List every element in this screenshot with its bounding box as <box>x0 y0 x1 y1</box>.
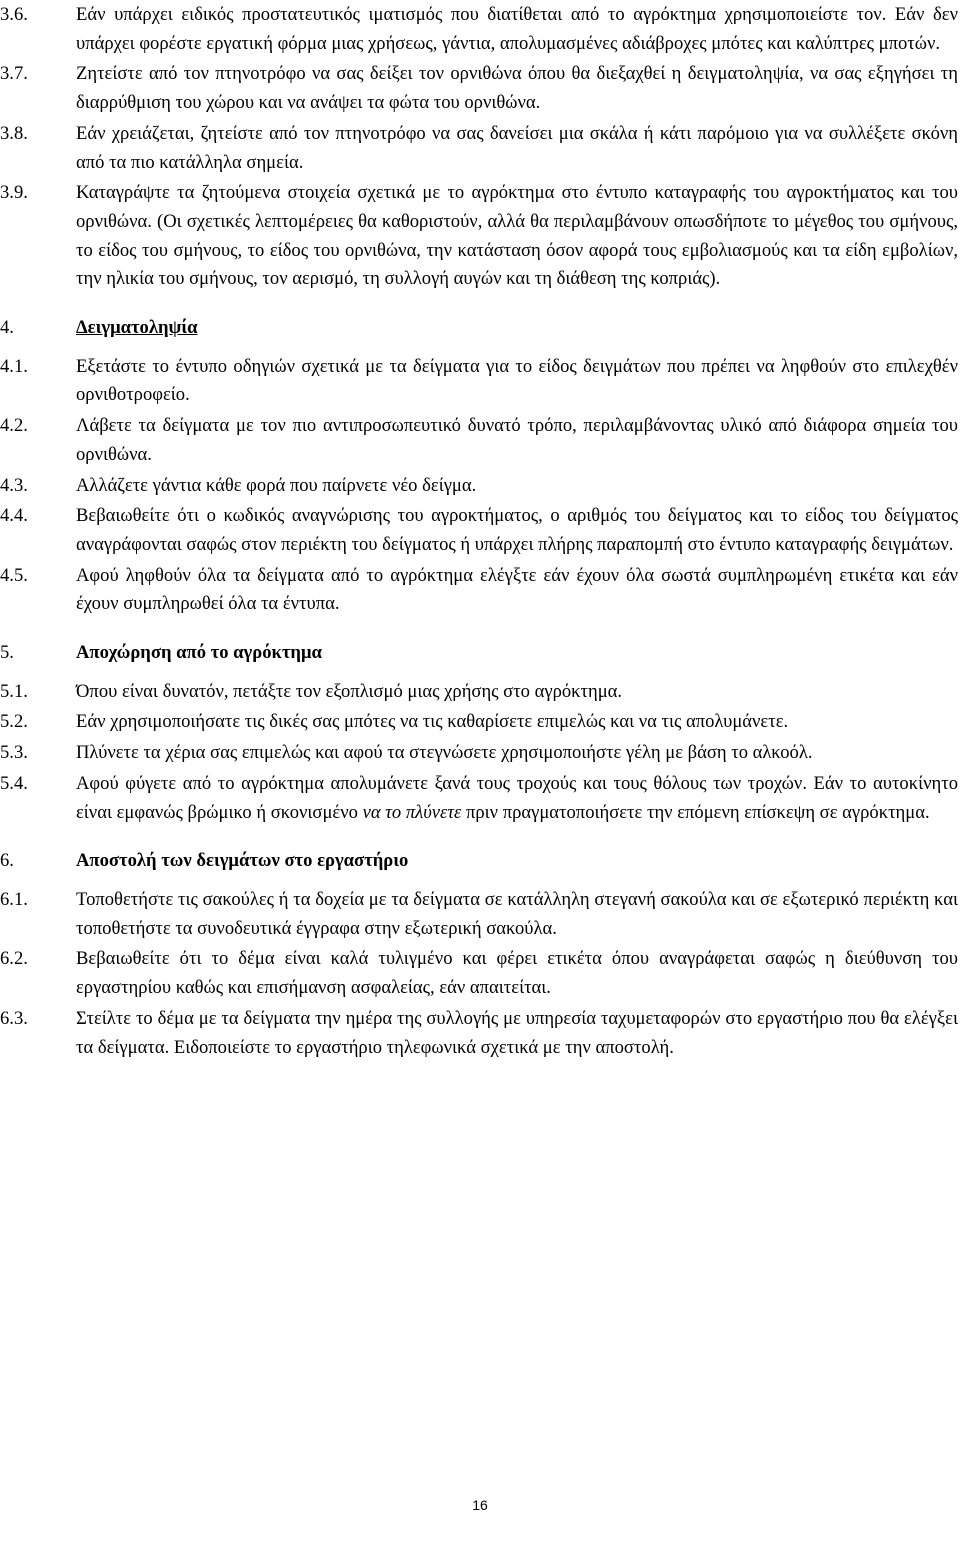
item-number: 4.2. <box>0 415 28 437</box>
item-text: Αλλάζετε γάντια κάθε φορά που παίρνετε νέο δείγμα. <box>76 474 477 496</box>
item-text: Βεβαιωθείτε ότι το δέμα είναι καλά τυλιγμένο και φέρει ετικέτα όπου αναγράφεται σαφώς η διεύθυνση του εργαστηρίου καθώς και επισήμανση ασφαλείας, εάν απαιτείται. <box>76 948 958 999</box>
item-text-part: Αφού φύγετε από το αγρόκτημα απολυμάνετε ξανά τους τροχούς και τους θόλους των τροχών. Εάν το αυτοκίνητο είναι εμφανώς βρώμικο ή σκονισμένο <box>76 772 958 823</box>
item-number: 4.1. <box>0 355 28 377</box>
item-text: Εάν χρειάζεται, ζητείστε από τον πτηνοτρόφο να σας δανείσει μια σκάλα ή κάτι παρόμοιο για να συλλέξετε σκόνη από τα πιο κατάλληλα σημεία. <box>76 122 958 173</box>
list-item-6-1 <box>0 886 958 943</box>
item-number: 4.4. <box>0 505 28 527</box>
list-item-6-2 <box>0 945 958 1002</box>
item-number: 4.5. <box>0 564 28 586</box>
item-text: Τοποθετήστε τις σακούλες ή τα δοχεία με τα δείγματα σε κατάλληλη στεγανή σακούλα και σε εξωτερικό περιέκτη και τοποθετήστε τα συνοδευτικά έγγραφα στην εξωτερική σακούλα. <box>76 888 958 939</box>
list-item-3-7 <box>0 60 958 117</box>
item-text: Λάβετε τα δείγματα με τον πιο αντιπροσωπευτικό δυνατό τρόπο, περιλαμβάνοντας υλικό από διάφορα σημεία του ορνιθώνα. <box>76 415 958 465</box>
item-number: 3.8. <box>0 122 28 144</box>
item-number: 6.2. <box>0 948 28 970</box>
list-item-5-1 <box>0 678 958 707</box>
section-number: 6. <box>0 850 14 872</box>
item-text: Εάν χρησιμοποιήσατε τις δικές σας μπότες να τις καθαρίσετε επιμελώς και να τις απολυμάνετε. <box>76 711 789 733</box>
section-heading-6 <box>0 847 958 876</box>
section-number: 4. <box>0 317 14 339</box>
item-number: 6.1. <box>0 888 28 910</box>
item-number: 3.7. <box>0 63 28 85</box>
list-item-4-5 <box>0 562 958 619</box>
item-number: 5.2. <box>0 711 28 733</box>
list-item-6-3 <box>0 1005 958 1062</box>
list-item-3-8 <box>0 120 958 177</box>
list-item-4-3 <box>0 472 958 501</box>
item-text: Αφού ληφθούν όλα τα δείγματα από το αγρόκτημα ελέγξτε εάν έχουν όλα σωστά συμπληρωμένη ετικέτα και εάν έχουν συμπληρωθεί όλα τα έντυπα. <box>76 564 958 615</box>
item-text: Πλύνετε τα χέρια σας επιμελώς και αφού τα στεγνώσετε χρησιμοποιήστε γέλη με βάση το αλκοόλ. <box>76 742 813 764</box>
item-text <box>76 773 958 823</box>
item-number: 6.3. <box>0 1007 28 1029</box>
list-item-5-4 <box>0 770 958 827</box>
item-number: 4.3. <box>0 474 28 496</box>
list-item-3-9 <box>0 179 958 294</box>
item-text: Καταγράψτε τα ζητούμενα στοιχεία σχετικά με το αγρόκτημα στο έντυπο καταγραφής του αγροκτήματος και του ορνιθώνα. (Οι σχετικές λεπτομέρειες θα καθοριστούν, αλλά θα περιλαμβάνουν οπωσδήποτε το μέγεθος του σμήνους, το είδος του σμήνους, το είδος του ορνιθώνα, την κατάσταση όσον αφορά τους εμβολιασμούς και τα είδη εμβολίων, την ηλικία του σμήνους, τον αερισμό, τη συλλογή αυγών και τη διάθεση της κοπριάς). <box>76 182 958 290</box>
item-number: 3.6. <box>0 4 28 25</box>
item-number: 3.9. <box>0 182 28 204</box>
list-item-4-4 <box>0 502 958 559</box>
section-number: 5. <box>0 642 14 664</box>
item-text: Ζητείστε από τον πτηνοτρόφο να σας δείξει τον ορνιθώνα όπου θα διεξαχθεί η δειγματοληψία, να σας εξηγήσει τη διαρρύθμιση του χώρου και να ανάψει τα φώτα του ορνιθώνα. <box>76 63 958 114</box>
section-title: Αποχώρηση από το αγρόκτημα <box>76 642 322 664</box>
page-number: 16 <box>472 1497 488 1513</box>
item-number: 5.3. <box>0 742 28 764</box>
section-title: Αποστολή των δειγμάτων στο εργαστήριο <box>76 850 409 872</box>
item-text-part: πριν πραγματοποιήσετε την επόμενη επίσκεψη σε αγρόκτημα. <box>461 801 930 823</box>
item-text: Βεβαιωθείτε ότι ο κωδικός αναγνώρισης του αγροκτήματος, ο αριθμός του δείγματος και το είδος του δείγματος αναγράφονται σαφώς στον περιέκτη του δείγματος ή υπάρχει πλήρης παραπομπή στο έντυπο καταγραφής δειγμάτων. <box>76 505 958 555</box>
list-item-4-1 <box>0 353 958 410</box>
section-title: Δειγματοληψία <box>76 317 198 339</box>
item-text-emphasis: να το πλύνετε <box>362 801 462 823</box>
list-item-3-6 <box>0 1 958 58</box>
list-item-5-3 <box>0 739 958 768</box>
section-heading-4 <box>0 314 958 343</box>
item-text: Όπου είναι δυνατόν, πετάξτε τον εξοπλισμό μιας χρήσης στο αγρόκτημα. <box>76 680 623 702</box>
item-number: 5.1. <box>0 680 28 702</box>
item-number: 5.4. <box>0 772 28 794</box>
item-text: Εάν υπάρχει ειδικός προστατευτικός ιματισμός που διατίθεται από το αγρόκτημα χρησιμοποιείστε τον. Εάν δεν υπάρχει φορέστε εργατική φόρμα μιας χρήσεως, γάντια, απολυμασμένες αδιάβροχες μπότες και καλύπτρες μποτών. <box>76 4 958 54</box>
section-heading-5 <box>0 639 958 668</box>
list-item-4-2 <box>0 412 958 469</box>
item-text: Εξετάστε το έντυπο οδηγιών σχετικά με τα δείγματα για το είδος δειγμάτων που πρέπει να ληφθούν στο επιλεχθέν ορνιθοτροφείο. <box>76 355 958 406</box>
item-text: Στείλτε το δέμα με τα δείγματα την ημέρα της συλλογής με υπηρεσία ταχυμεταφορών στο εργαστήριο που θα ελέγξει τα δείγματα. Ειδοποιείστε το εργαστήριο τηλεφωνικά σχετικά με την αποστολή. <box>76 1007 958 1058</box>
list-item-5-2 <box>0 708 958 737</box>
